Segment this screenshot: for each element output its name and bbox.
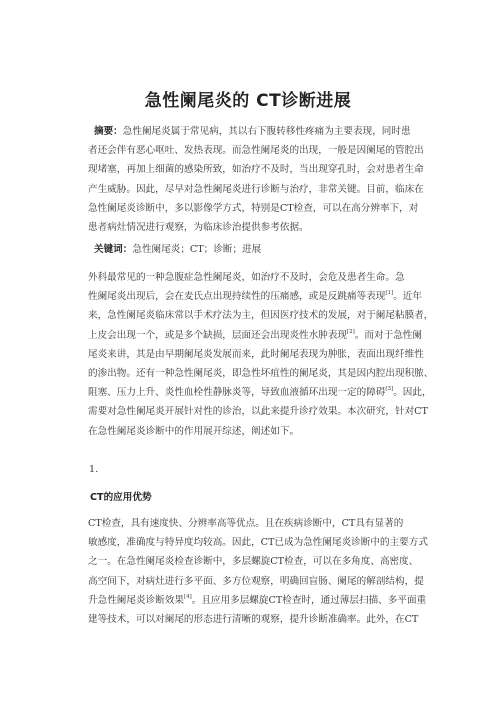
section-heading: CT的应用优势 — [90, 492, 152, 503]
section-number: 1. — [89, 464, 99, 475]
section-paragraph — [88, 514, 428, 629]
abstract-line — [88, 218, 418, 237]
text-run: 敏感度，准确度与特异度均较高。因此，CT已成为急性阑尾炎诊断中的主要方式 — [88, 537, 428, 549]
text-line — [88, 552, 418, 571]
citation-ref: [2] — [347, 328, 355, 335]
page-title: 急性阑尾炎的 CT诊断进展 — [144, 91, 352, 111]
abstract — [88, 122, 424, 237]
citation-ref: [3] — [385, 386, 394, 393]
abstract-line — [88, 199, 418, 218]
keywords-text: 急性阑尾炎；CT；诊断；进展 — [132, 244, 262, 255]
text-line — [88, 326, 422, 345]
text-line — [88, 610, 418, 629]
text-run: 的渗出物。还有一种急性阑尾炎，即急性坏疽性的阑尾炎，其是因内腔出现积脓、 — [88, 367, 434, 379]
abstract-line — [88, 180, 424, 199]
text-run: 。因此， — [393, 387, 432, 399]
keywords-line — [88, 240, 418, 259]
text-run: 来，急性阑尾炎临床常以手术疗法为主，但因医疗技术的发展，对于阑尾粘膜者， — [88, 310, 434, 322]
citation-ref: [4] — [183, 593, 192, 600]
text-line — [88, 422, 418, 441]
text-line — [88, 306, 434, 325]
text-run: CT检查，具有速度快、分辨率高等优点。且在疾病诊断中，CT具有显著的 — [88, 518, 404, 529]
text-line — [88, 591, 427, 610]
intro-paragraph — [88, 268, 434, 441]
text-line — [88, 268, 418, 287]
text-run: 尾炎来讲，其是由早期阑尾炎发展而来，此时阑尾表现为肿胀，表面出现纤维性 — [88, 348, 424, 360]
text-line — [88, 364, 434, 383]
text-run: 在急性阑尾炎诊断中的作用展开综述，阐述如下。 — [88, 425, 300, 437]
keywords-label: 关键词： — [94, 244, 133, 255]
keywords — [88, 240, 418, 259]
text-run: 阻塞、压力上升、炎性血栓性静脉炎等，导致血液循环出现一定的障碍 — [88, 387, 386, 399]
text-run: 需要对急性阑尾炎开展针对性的诊治，以此来提升诊疗效果。本次研究，针对CT — [88, 406, 428, 418]
abstract-text: 产生威胁。因此，尽早对急性阑尾炎进行诊断与治疗，非常关键。目前，临床在 — [88, 183, 424, 195]
citation-ref: [1] — [385, 290, 394, 297]
text-run: 之一。在急性阑尾炎检查诊断中，多层螺旋CT检查，可以在多角度、高密度、 — [88, 556, 419, 568]
abstract-text: 急性阑尾炎诊断中，多以影像学方式，特别是CT检查，可以在高分辨率下，对 — [88, 202, 419, 214]
text-run: 。且应用多层螺旋CT检查时，通过薄层扫描、多平面重 — [191, 594, 427, 606]
text-line — [88, 345, 424, 364]
text-run: 建等技术，可以对阑尾的形态进行清晰的观察，提升诊断准确率。此外，在CT — [88, 613, 419, 625]
text-run: 性阑尾炎出现后，会在麦氏点出现持续性的压痛感，或是反跳痛等表现 — [88, 291, 386, 303]
abstract-text: 急性阑尾炎属于常见病，其以右下腹转移性疼痛为主要表现，同时患 — [122, 126, 411, 137]
abstract-text: 现堵塞，再加上细菌的感染所致，如治疗不及时，当出现穿孔时，会对患者生命 — [88, 164, 424, 176]
text-run: 。近年 — [393, 291, 422, 303]
text-run: 上皮会出现一个，或是多个缺损，层面还会出现炎性水肿表现 — [88, 329, 348, 341]
text-run: 外科最常见的一种急腹症急性阑尾炎，如治疗不及时，会危及患者生命。急 — [88, 272, 405, 283]
text-line — [88, 402, 428, 421]
text-line — [88, 533, 428, 552]
abstract-label: 摘要： — [94, 126, 123, 137]
abstract-line — [88, 141, 424, 160]
text-line — [88, 287, 422, 306]
text-run: 高空间下，对病灶进行多平面、多方位观察，明确回盲肠、阑尾的解剖结构，提 — [88, 575, 424, 587]
text-line — [88, 572, 424, 591]
abstract-line — [88, 122, 418, 141]
text-line — [88, 383, 432, 402]
text-run: 。而对于急性阑 — [354, 329, 422, 341]
text-run: 升急性阑尾炎诊断效果 — [88, 594, 184, 606]
abstract-text: 患者病灶情况进行观察，为临床诊治提供参考依据。 — [88, 221, 309, 233]
abstract-text: 者还会伴有恶心呕吐、发热表现。而急性阑尾炎的出现，一般是因阑尾的管腔出 — [88, 145, 424, 157]
abstract-line — [88, 160, 424, 179]
text-line — [88, 514, 418, 533]
